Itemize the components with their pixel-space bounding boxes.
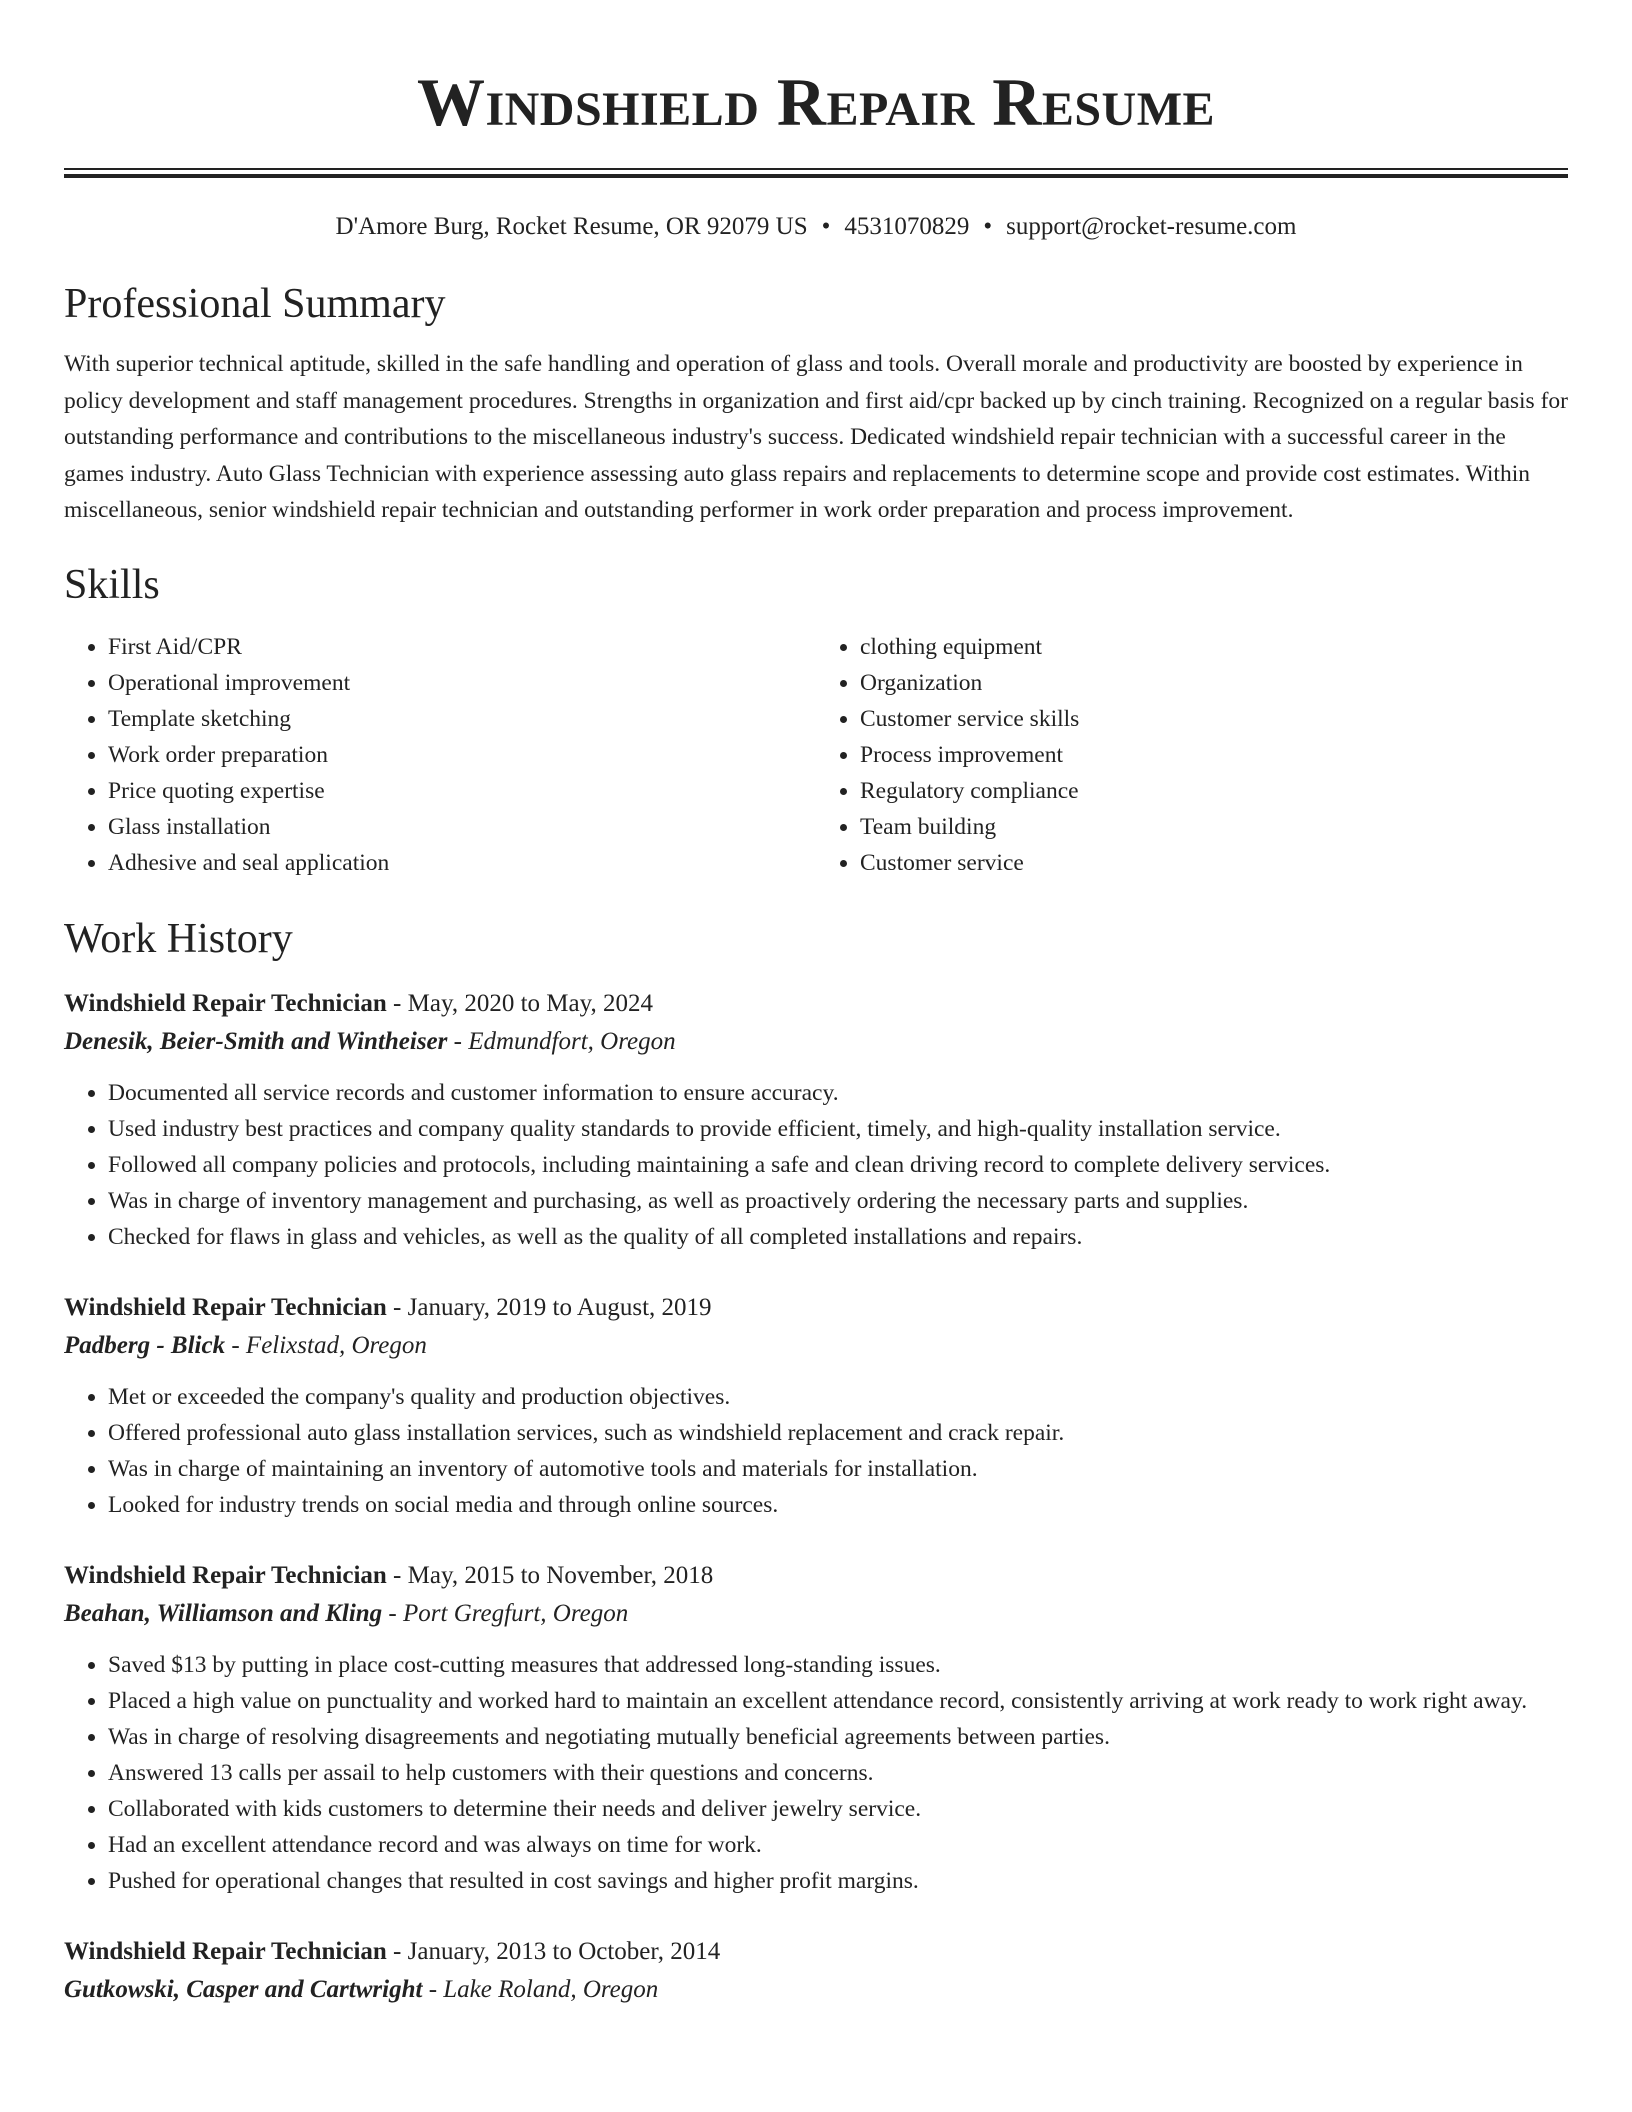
contact-separator: •: [983, 213, 993, 240]
job-title: Windshield Repair Technician: [64, 1293, 387, 1321]
contact-email: support@rocket-resume.com: [1006, 213, 1297, 240]
job-company: Padberg - Blick: [64, 1331, 226, 1359]
skill-item: • Work order preparation: [108, 737, 816, 773]
skill-item: • Regulatory compliance: [860, 773, 1568, 809]
job-duties: [64, 1647, 1568, 1899]
job-dash: -: [382, 1599, 403, 1627]
job-dates: May, 2020 to May, 2024: [407, 989, 653, 1017]
skill-item: • Price quoting expertise: [108, 773, 816, 809]
job-duty-item: • Pushed for operational changes that resulted in cost savings and higher profit margins.: [108, 1863, 1568, 1899]
job-duty-item: • Checked for flaws in glass and vehicles, as well as the quality of all completed installations and repairs.: [108, 1219, 1568, 1255]
skill-item: • Customer service skills: [860, 701, 1568, 737]
job-duty-item: • Was in charge of maintaining an inventory of automotive tools and materials for installation.: [108, 1451, 1568, 1487]
skill-item: • Operational improvement: [108, 665, 816, 701]
skill-item: • Process improvement: [860, 737, 1568, 773]
skills-column-right: [816, 629, 1568, 881]
job-employer: [64, 1595, 1568, 1633]
job-duty-item: • Was in charge of inventory management and purchasing, as well as proactively ordering the necessary parts and supplies.: [108, 1183, 1568, 1219]
title-divider: [64, 168, 1568, 178]
contact-phone: 4531070829: [844, 213, 970, 240]
resume-page: [64, 0, 1568, 2009]
job-dates: January, 2013 to October, 2014: [407, 1937, 721, 1965]
job-location: Lake Roland, Oregon: [443, 1975, 659, 2003]
job-header: [64, 985, 1568, 1023]
job-entry: [64, 985, 1568, 1255]
job-company: Beahan, Williamson and Kling: [64, 1599, 383, 1627]
work-history-list: [64, 985, 1568, 2009]
summary-heading: Professional Summary: [64, 281, 446, 327]
job-header: [64, 1933, 1568, 1971]
resume-title: Windshield Repair Resume: [416, 64, 1216, 140]
job-location: Edmundfort, Oregon: [468, 1027, 676, 1055]
skill-item: • Template sketching: [108, 701, 816, 737]
job-duties: [64, 1075, 1568, 1255]
job-title: Windshield Repair Technician: [64, 1561, 387, 1589]
job-employer: [64, 1327, 1568, 1365]
job-entry: [64, 1289, 1568, 1523]
contact-separator: •: [821, 213, 831, 240]
job-dash: -: [386, 989, 408, 1017]
skill-item: • Team building: [860, 809, 1568, 845]
job-company: Gutkowski, Casper and Cartwright: [64, 1975, 423, 2003]
job-company: Denesik, Beier-Smith and Wintheiser: [64, 1027, 448, 1055]
job-dash: -: [386, 1293, 408, 1321]
job-duty-item: • Met or exceeded the company's quality and production objectives.: [108, 1379, 1568, 1415]
job-employer: [64, 1971, 1568, 2009]
job-duty-item: • Had an excellent attendance record and was always on time for work.: [108, 1827, 1568, 1863]
skill-item: • clothing equipment: [860, 629, 1568, 665]
job-header: [64, 1557, 1568, 1595]
skill-item: • Customer service: [860, 845, 1568, 881]
job-dash: -: [422, 1975, 444, 2003]
job-duty-item: • Saved $13 by putting in place cost-cutting measures that addressed long-standing issues.: [108, 1647, 1568, 1683]
job-location: Felixstad, Oregon: [245, 1331, 427, 1359]
job-header: [64, 1289, 1568, 1327]
job-entry: [64, 1557, 1568, 1899]
job-dash: -: [386, 1937, 408, 1965]
job-title: Windshield Repair Technician: [64, 989, 387, 1017]
job-duty-item: • Collaborated with kids customers to determine their needs and deliver jewelry service.: [108, 1791, 1568, 1827]
job-duty-item: • Followed all company policies and protocols, including maintaining a safe and clean driving record to complete delivery services.: [108, 1147, 1568, 1183]
job-dash: -: [386, 1561, 408, 1589]
job-location: Port Gregfurt, Oregon: [403, 1599, 629, 1627]
job-duties: [64, 1379, 1568, 1523]
job-dates: May, 2015 to November, 2018: [407, 1561, 714, 1589]
job-dash: -: [225, 1331, 246, 1359]
work-history-heading: Work History: [64, 915, 293, 962]
contact-line: [64, 212, 1568, 242]
job-dates: January, 2019 to August, 2019: [407, 1293, 712, 1321]
job-title: Windshield Repair Technician: [64, 1937, 387, 1965]
skill-item: • First Aid/CPR: [108, 629, 816, 665]
job-duty-item: • Offered professional auto glass installation services, such as windshield replacement and crack repair.: [108, 1415, 1568, 1451]
contact-address: D'Amore Burg, Rocket Resume, OR 92079 US: [335, 213, 808, 240]
job-entry: [64, 1933, 1568, 2009]
job-duty-item: • Looked for industry trends on social media and through online sources.: [108, 1487, 1568, 1523]
job-duty-item: • Documented all service records and customer information to ensure accuracy.: [108, 1075, 1568, 1111]
skills-list: [64, 629, 1568, 881]
skill-item: • Organization: [860, 665, 1568, 701]
job-dash: -: [447, 1027, 469, 1055]
job-duty-item: • Was in charge of resolving disagreements and negotiating mutually beneficial agreements between parties.: [108, 1719, 1568, 1755]
skills-heading: Skills: [64, 561, 160, 608]
job-duty-item: • Used industry best practices and company quality standards to provide efficient, timely, and high-quality installation service.: [108, 1111, 1568, 1147]
job-duty-item: • Placed a high value on punctuality and worked hard to maintain an excellent attendance record, consistently arriving at work ready to work right away.: [108, 1683, 1568, 1719]
skill-item: • Glass installation: [108, 809, 816, 845]
job-duty-item: • Answered 13 calls per assail to help customers with their questions and concerns.: [108, 1755, 1568, 1791]
skill-item: • Adhesive and seal application: [108, 845, 816, 881]
summary-text: With superior technical aptitude, skilled in the safe handling and operation of glass and tools. Overall morale and productivity are boosted by experience in policy development and staff management procedures. Strengths in organization and first aid/cpr backed up by cinch training. Recognized on a regular basis for outstanding performance and contributions to the miscellaneous industry's success. Dedicated windshield repair technician with a successful career in the games industry. Auto Glass Technician with experience assessing auto glass repairs and replacements to determine scope and provide cost estimates. Within miscellaneous, senior windshield repair technician and outstanding performer in work order preparation and process improvement.: [64, 351, 1568, 523]
skills-column-left: [64, 629, 816, 881]
job-employer: [64, 1023, 1568, 1061]
